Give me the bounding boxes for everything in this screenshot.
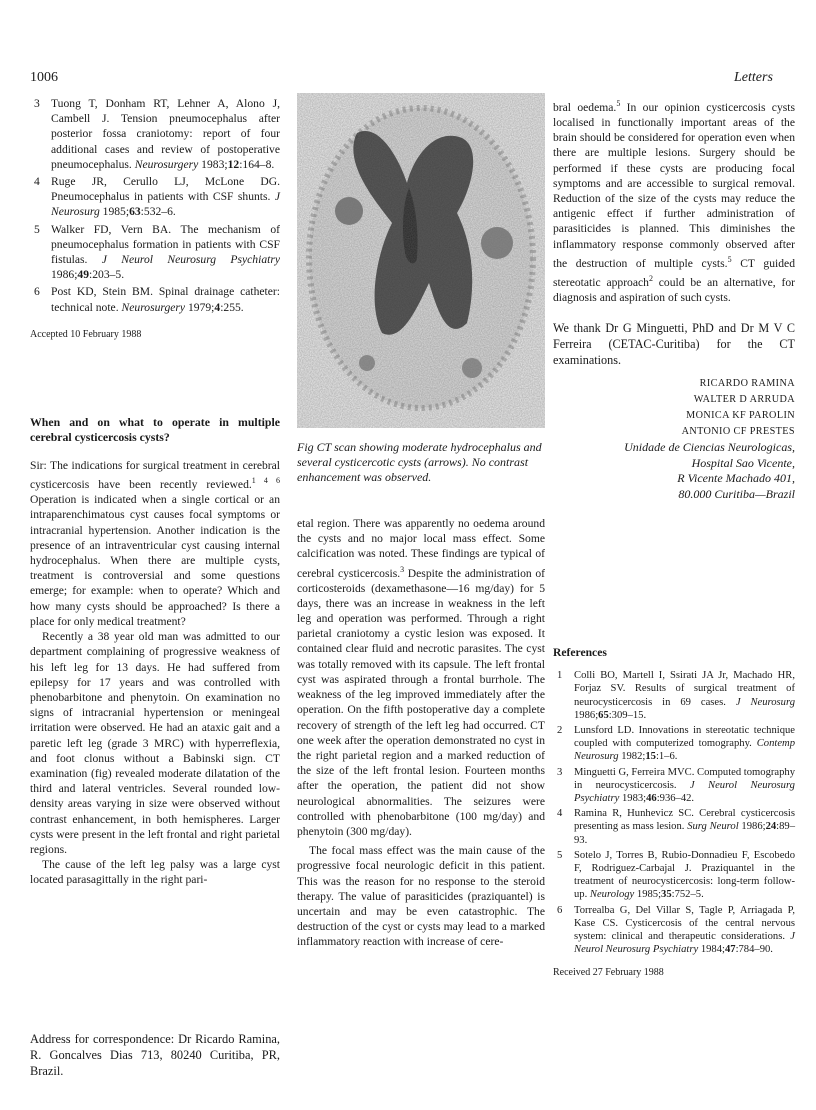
reference-item: 3 Tuong T, Donham RT, Lehner A, Alono J, Cambell J. Tension pneumocephalus after posterior fossa craniotomy: report of four additional cases and review of postoperative pneumocephalus. Neurosurgery 1983;12:164–8.	[34, 97, 280, 171]
previous-letter-references	[30, 96, 280, 315]
letter-paragraph-1: Sir: The indications for surgical treatment in cerebral cysticercosis have been recently reviewed.$^{1 4 6}$ Operation is indicated when a single cortical or an intraparenchimatous cyst causes focal symptoms or intracranial hypertension. Another indication is the presence of an intraventricular cyst causing internal hydrocephalus. When there are multiple cysts, treatment is controversial and some questions emerge; for example: when to operate? Which and how many cysts should be approached? Is there a place for only medical treatment?	[30, 459, 281, 628]
letter-paragraph-3: The cause of the left leg palsy was a large cyst located parasagittally in the right pari-	[30, 858, 280, 887]
received-date: Received 27 February 1988	[553, 967, 664, 979]
letter-paragraph-2: Recently a 38 year old man was admitted to our department complaining of progressive weakness of his left leg for 13 days. He had suffered from epilepsy for 17 years and was controlled with phenobarbitone and phenytoin. On examination no signs of intracranial hypertension or meningeal irritation were observed. He had an ataxic gait and a paretic left leg (grade 3 MRC) with hyperreflexia, and foot clonus without a Babinski sign. CT examination (fig) revealed moderate dilatation of the third and lateral ventricles. Several rounded low-density areas varying in size were observed without contrast enhancement, in both hemispheres. Larger cysts were present in the left frontal and right parietal regions.	[30, 630, 280, 856]
ct-scan-image	[297, 93, 545, 428]
letter-title: When and on what to operate in multiple cerebral cysticercosis cysts?	[30, 415, 280, 444]
reference-item: 5 Walker FD, Vern BA. The mechanism of pneumocephalus formation in patients with CSF fistulas. J Neurol Neurosurg Psychiatry 1986;49:203–5.	[34, 222, 280, 282]
references-heading: References	[553, 646, 607, 659]
middle-paragraph-2: The focal mass effect was the main cause of the progressive focal neurologic deficit in this patient. This was the reason for no response to the steroid therapy. The value of parasiticides (praziquantel) is uncertain and may be even catastrophic. The destruction of the cyst or cysts may lead to a marked inflammatory reaction with increase of cere-	[297, 844, 545, 949]
signatures	[553, 376, 795, 440]
acknowledgement: We thank Dr G Minguetti, PhD and Dr M V C Ferreira (CETAC-Curitiba) for the CT examinations.	[553, 321, 795, 368]
letter-body	[30, 415, 280, 888]
author-name: ANTONIO CF PRESTES	[681, 426, 795, 438]
reference-item: 5 Sotelo J, Torres B, Rubio-Donnadieu F, Escobedo F, Rodriguez-Carbajal J. Praziquantel in the treatment of neurocysticercosis: long-term follow-up. Neurology 1985;35:752–5.	[557, 849, 795, 901]
right-paragraph-1: bral oedema.$^5$ In our opinion cysticercosis cysts localised in functionally important areas of the brain should be considered for operation even when there are multiple lesions. Surgery should be performed if these cysts are producing focal symptoms and are accessible to surgical removal. Reduction of the size of the cysts may reduce the antigenic effect if further administration of parasiticides is planned. This diminishes the inflammatory response commonly observed after the destruction of multiple cysts.$^5$ CT guided stereotatic approach$^2$ could be an alternative, for diagnosis and aspiration of such cysts.	[553, 99, 795, 305]
middle-column	[297, 516, 545, 950]
affiliation: Unidade de Ciencias Neurologicas, Hospital Sao Vicente, R Vicente Machado 401, 80.000 Curitiba—Brazil	[624, 440, 795, 501]
reference-item: 6 Post KD, Stein BM. Spinal drainage catheter: technical note. Neurosurgery 1979;4:255.	[34, 285, 280, 314]
author-name: WALTER D ARRUDA	[693, 394, 795, 406]
accepted-date: Accepted 10 February 1988	[30, 328, 142, 340]
reference-item: 1 Colli BO, Martell I, Ssirati JA Jr, Machado HR, Forjaz SV. Results of surgical treatment of neurocysticercosis in 69 cases. J Neurosurg 1986;65:309–15.	[557, 670, 795, 721]
author-name: RICARDO RAMINA	[699, 378, 795, 390]
reference-item: 2 Lunsford LD. Innovations in stereotatic technique coupled with computerized tomography. Contemp Neurosurg 1982;15:1–6.	[557, 725, 795, 763]
section-title: Letters	[734, 70, 773, 85]
reference-item: 3 Minguetti G, Ferreira MVC. Computed tomography in neurocysticercosis. J Neurol Neurosurg Psychiatry 1983;46:936–42.	[557, 766, 795, 805]
author-name: MONICA KF PAROLIN	[686, 410, 795, 422]
reference-item: 6 Torrealba G, Del Villar S, Tagle P, Arriagada P, Kase CS. Cysticercosis of the central nervous system: clinical and therapeutic considerations. J Neurol Neurosurg Psychiatry 1984;47:784–90.	[557, 904, 795, 956]
references-list	[553, 669, 795, 956]
right-column	[553, 96, 795, 502]
figure-caption: Fig CT scan showing moderate hydrocephalus and several cysticercotic cysts (arrows). No contrast enhancement was observed.	[297, 440, 542, 484]
ct-scan-figure	[297, 93, 545, 428]
middle-paragraph-1: etal region. There was apparently no oedema around the cysts and no major local mass effect. Some calcification was noted. These findings are typical of cerebral cysticercosis.$^3$ Despite the administration of corticosteroids (dexamethasone—16 mg/day) for 5 days, there was an increase in weakness in the left leg and operation was performed. Through a right parietal craniotomy a cystic lesion was exposed. It contained clear fluid and necrotic parasites. The cyst was totally removed with its capsule. The left frontal cyst was aspirated through a frontal burrhole. The weakness of the leg improved immediately after the operation. On the fifth postoperative day a complete recovery of strength of the left leg had occurred. CT one week after the operation demonstrated no cyst in the right parietal region and a marked reduction of the size of the left frontal lesion. Fourteen months after the operation, the patient did not show neurological abnormalities. The seizures were controlled with phenobarbitone (100 mg/day) and phenytoin (300 mg/day).	[297, 517, 545, 838]
correspondence-address: Address for correspondence: Dr Ricardo Ramina, R. Goncalves Dias 713, 80240 Curitiba, PR, Brazil.	[30, 1032, 280, 1078]
reference-item: 4 Ramina R, Hunhevicz SC. Cerebral cysticercosis presenting as mass lesion. Surg Neurol 1986;24:89–93.	[557, 808, 795, 846]
references-section	[553, 646, 795, 980]
page-number: 1006	[30, 70, 58, 85]
left-column	[30, 96, 280, 342]
reference-item: 4 Ruge JR, Cerullo LJ, McLone DG. Pneumocephalus in patients with CSF shunts. J Neurosurg 1985;63:532–6.	[34, 175, 280, 219]
